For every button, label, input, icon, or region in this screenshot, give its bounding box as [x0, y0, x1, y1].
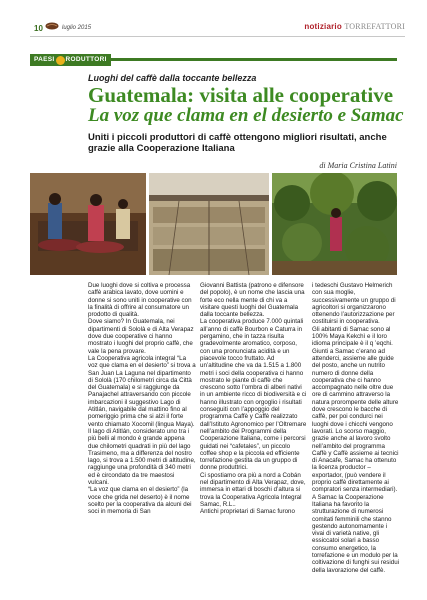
section-label-right: RODUTTORI	[65, 56, 107, 63]
coffee-plantation-photo	[272, 173, 397, 275]
section-banner	[30, 54, 397, 66]
paragraph: Antichi proprietari di Samac furono	[200, 508, 295, 516]
article-byline: di Maria Cristina Latini	[319, 161, 397, 170]
header-rule	[30, 36, 405, 37]
article-subtitle: Uniti i piccoli produttori di caffè ottengono migliori risultati, anche grazie alla Cooperazione Italiana	[88, 132, 387, 154]
article-column-1	[88, 282, 196, 516]
paragraph: Due luoghi dove si coltiva e processa caffè arabica lavato, dove uomini e donne si sono uniti in cooperative con la finalità di offrire al consumatore un prodotto di qualità.	[88, 282, 192, 319]
magazine-name-light: TORREFATTORI	[344, 22, 405, 31]
paragraph: Ci spostiamo ora più a nord a Cobán nel dipartimento di Alta Verapaz, dove, immersa in ettari di boschi d’altura si trova la Cooperativa Agricola Integral Samac, R.L..	[200, 471, 306, 508]
paragraph: La cooperativa produce 7.000 quintali all’anno di caffè Bourbon e Caturra in pergamino, che in tazza risulta gradevolmente aromatico, corposo, con una pronunciata acidità e un piacevole tocco fruttato. Ad un’altitudine che va da 1.515 a 1.800 metri i soci della cooperativa ci hanno mostrato le piante di caffè che crescono sotto l’ombra di alberi nativi in un ambiente ricco di biodiversità e ci hanno illustrato con orgoglio i risultati conseguiti con l’appoggio del programma Caffè y Caffè realizzato dall’Istituto Agronomico per l’Oltremare nell’ambito dei Programmi della Cooperazione Italiana, come i percorsi guidati nei “cafetales”, un piccolo coffee shop e la piccola ed efficiente torrefazione gestita da un gruppo di donne produttrici.	[200, 318, 307, 472]
magazine-name	[304, 22, 405, 31]
paragraph: A Samac la Cooperazione Italiana ha favorito la strutturazione di numerosi comitati femminili che stanno gestendo autonomamente i vivai di varietà native, gli essiccatoi solari a basso consumo energetico, la torrefazione e un modulo per la coltivazione di funghi sui residui della lavorazione del caffè.	[312, 493, 400, 574]
drying-beds-photo	[149, 173, 269, 275]
paragraph: Giovanni Battista (patrono e difensore del popolo), è un nome che lascia una forte eco nella mente di chi va a visitare questi luoghi del Guatemala dalla toccante bellezza.	[200, 282, 305, 319]
coffee-bean-icon	[45, 22, 59, 30]
article-title-second-line: La voz que clama en el desierto e Samac	[88, 105, 404, 126]
coffee-dot-icon	[56, 56, 65, 65]
article-title: Guatemala: visita alle cooperative	[88, 83, 394, 107]
section-tag	[30, 54, 111, 66]
paragraph: “La voz que clama en el desierto” (la voce che grida nel deserto) è il nome scelto per la cooperativa da alcuni dei soci in memoria di San	[88, 486, 192, 516]
magazine-name-bold: notiziario	[304, 22, 342, 31]
article-column-3	[312, 282, 400, 574]
coffee-pickers-photo	[30, 173, 146, 275]
paragraph: Il lago di Atitlán, considerato uno tra i più belli al mondo è grande appena due chilometri quadrati in più del lago Trasimeno, ma a differenza del nostro lago, si trova a 1.500 metri di altitudine, raggiunge una profondità di 340 metri ed è circondato da tre maestosi vulcani.	[88, 427, 196, 487]
paragraph: Gli abitanti di Samac sono al 100% Maya Kekchì e il loro idioma principale è il q ’eqchi. Giunti a Samac c’erano ad attenderci, assieme alle guide del posto, anche un nutrito numero di donne della cooperativa che ci hanno accompagnato nelle oltre due ore di cammino attraverso la natura prorompente delle alture dove crescono le bacche di caffè, per poi condurci nei luoghi dove i chicchi vengono lavorati. Lo scorso maggio, grazie anche al lavoro svolto nell’ambito del programma Caffè y Caffè assieme ai tecnici di Anacafe, Samac ha ottenuto la licenza productor – exportador, (può vendere il proprio caffè direttamente ai compratori senza intermediari).	[312, 325, 399, 494]
paragraph: Dove siamo? In Guatemala, nei dipartimenti di Sololà e di Alta Verapaz dove due cooperative ci hanno mostrato i luoghi del proprio caffè, che vale la pena provare.	[88, 318, 194, 355]
section-label-left: PAESI	[34, 56, 55, 63]
paragraph: i tedeschi Gustavo Helmerich con sua moglie, successivamente un gruppo di agricoltori si organizzarono ottenendo l’autorizzazione per costituirsi in cooperativa.	[312, 282, 396, 326]
article-column-2	[200, 282, 308, 516]
article-kicker: Luoghi del caffè dalla toccante bellezza	[88, 73, 257, 83]
page-number: 10	[34, 24, 43, 33]
issue-date: luglio 2015	[62, 25, 92, 31]
paragraph: La Cooperativa agricola integral “La voz que clama en el desierto” si trova a San Juan La Laguna nel dipartimento di Sololà (170 chilometri circa da Città del Guatemala) e si raggiunge da Panajachel attraversando con piccole imbarcazioni il suggestivo Lago di Atitlán, navigabile dal mattino fino al pomeriggio prima che si alzi il forte vento chiamato Xocomil (lingua Maya).	[88, 354, 196, 428]
page-header	[0, 0, 427, 34]
